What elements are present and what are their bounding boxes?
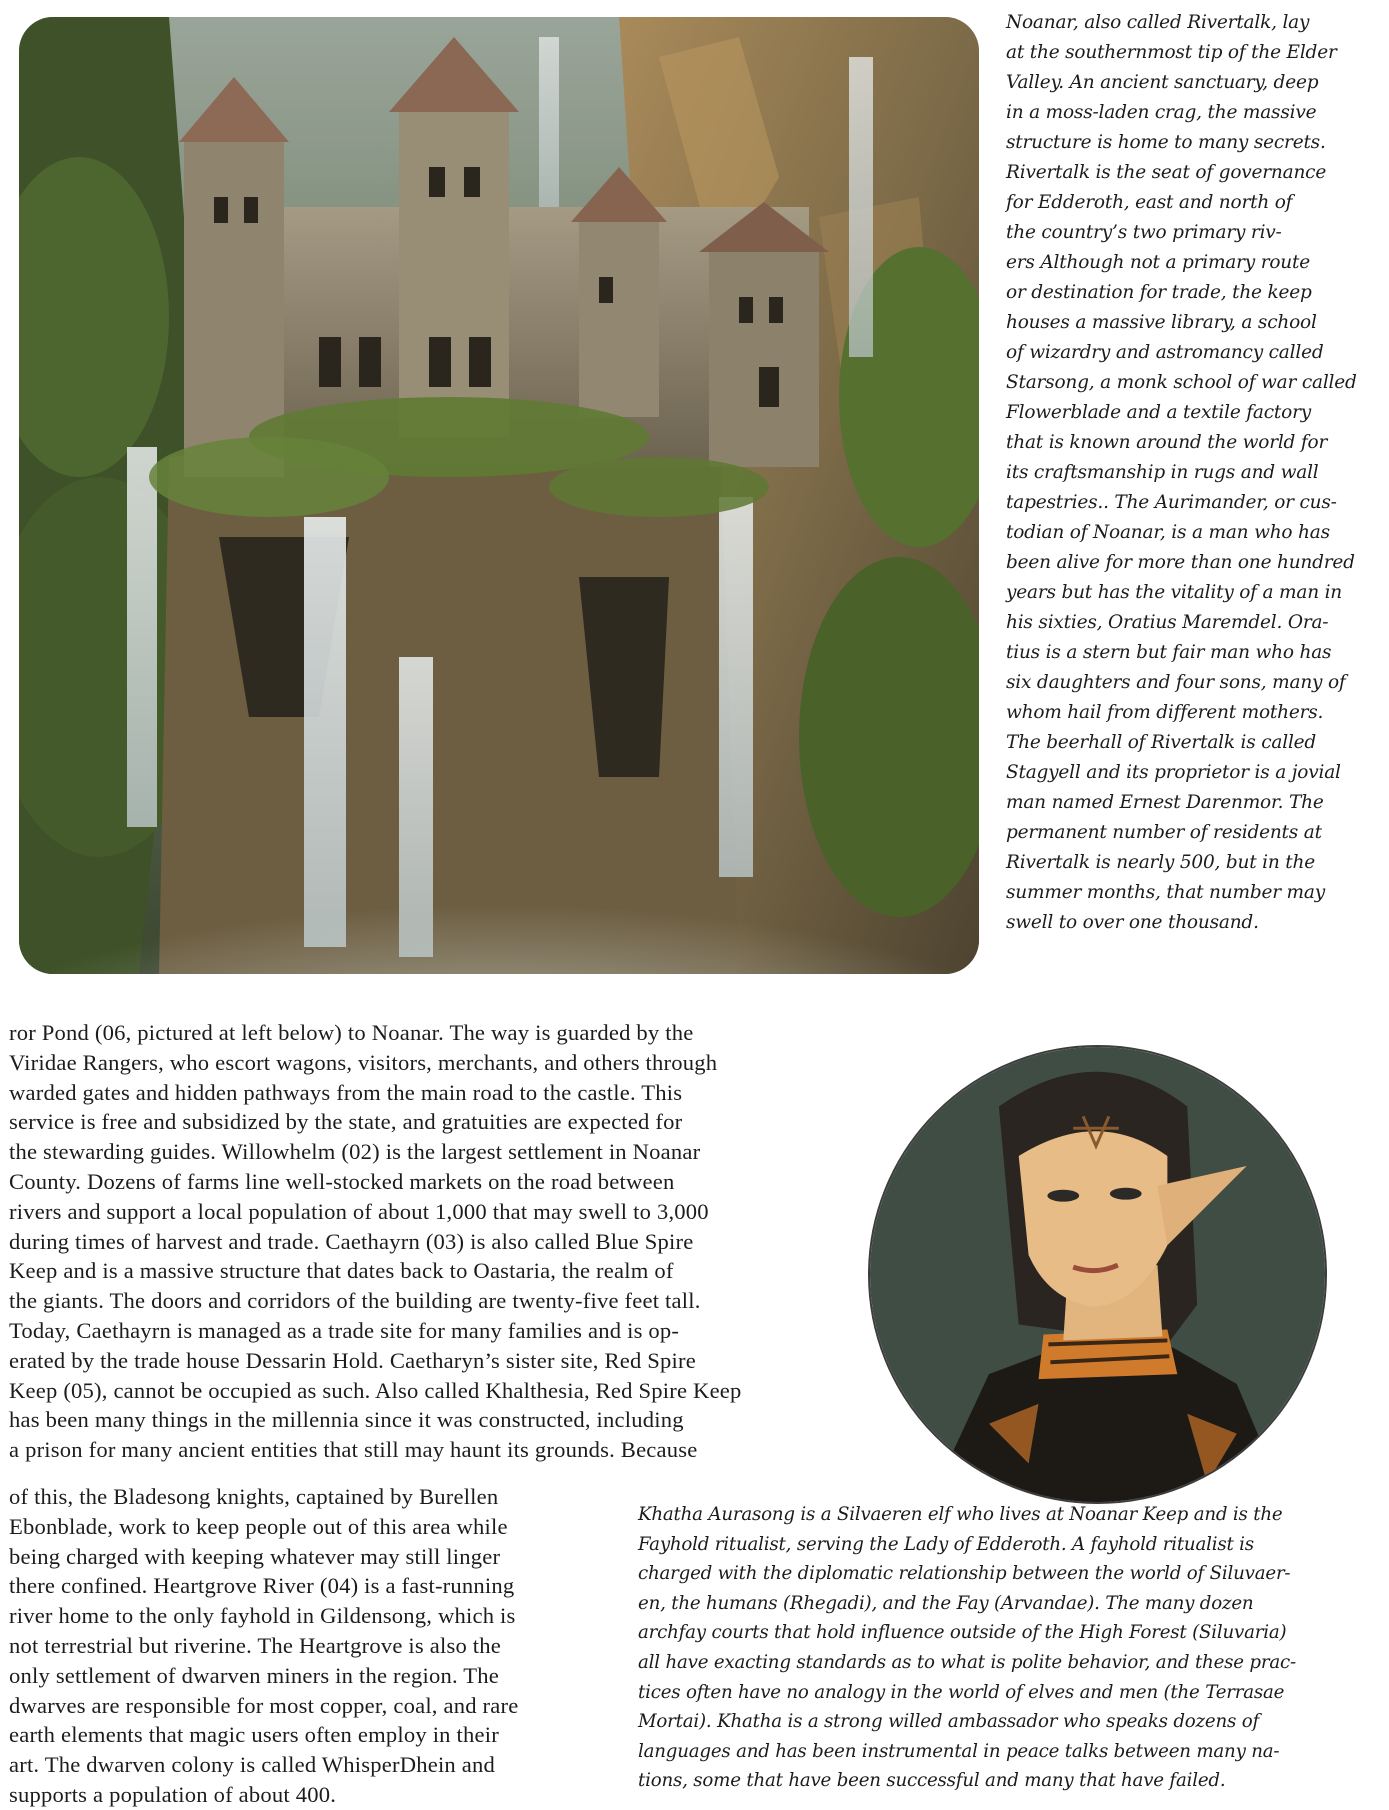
region-body-paragraph-bottom: of this, the Bladesong knights, captained by Burellen Ebonblade, work to keep people out of this area while being charged with keeping whatever may still linger there confined. Heartgrove River (04) is a fast-running river home to the only fayhold in Gildensong, which is not terrestrial but riverine. The Heartgrove is also the only settlement of dwarven miners in the region. The dwarves are responsible for most copper, coal, and rare earth elements that magic users often employ in their art. The dwarven colony is called WhisperDhein and supports a population of about 400.: [9, 1484, 519, 1807]
elf-portrait: [868, 1045, 1327, 1504]
region-body-paragraph-top: ror Pond (06, pictured at left below) to Noanar. The way is guarded by the Viridae Rangers, who escort wagons, visitors, merchants, and others through warded gates and hidden pathways from the main road to the castle. This service is free and subsidized by the state, and gratuities are expected for the stewarding guides. Willowhelm (02) is the largest settlement in Noanar County. Dozens of farms line well-stocked markets on the road between rivers and support a local population of about 1,000 that may swell to 3,000 during times of harvest and trade. Caethayrn (03) is also called Blue Spire Keep and is a massive structure that dates back to Oastaria, the realm of the giants. The doors and corridors of the building are twenty-five feet tall. Today, Caethayrn is managed as a trade site for many families and is op- erated by the trade house Dessarin Hold. Caetharyn’s sister site, Red Spire Keep (05), cannot be occupied as such. Also called Khalthesia, Red Spire Keep has been many things in the millennia since it was constructed, including a prison for many ancient entities that still may haunt its grounds. Because: [9, 1020, 742, 1463]
portrait-caption-paragraph: Khatha Aurasong is a Silvaeren elf who lives at Noanar Keep and is the Fayhold ritualist, serving the Lady of Edderoth. A fayhold ritualist is charged with the diplomatic relationship between the world of Siluvaer- en, the humans (Rhegadi), and the Fay (Arvandae). The many dozen archfay courts that hold influence outside of the High Forest (Siluvaria) all have exacting standards as to what is polite behavior, and these prac- tices often have no analogy in the world of elves and men (the Terrasae Mortai). Khatha is a strong willed ambassador who speaks dozens of languages and has been instrumental in peace talks between many na- tions, some that have been successful and many that have failed.: [638, 1504, 1296, 1792]
castle-illustration: [19, 17, 979, 974]
elf-portrait-graphic: [870, 1047, 1325, 1502]
castle-painting-graphic: [19, 17, 979, 974]
noanar-description-paragraph: Noanar, also called Rivertalk, lay at the southernmost tip of the Elder Valley. An ancient sanctuary, deep in a moss-laden crag, the massive structure is home to many secrets. Rivertalk is the seat of governance for Edderoth, east and north of the country’s two primary riv- ers Although not a primary route or destination for trade, the keep houses a massive library, a school of wizardry and astromancy called Starsong, a monk school of war called Flowerblade and a textile factory that is known around the world for its craftsmanship in rugs and wall tapestries.. The Aurimander, or cus- todian of Noanar, is a man who has been alive for more than one hundred years but has the vitality of a man in his sixties, Oratius Maremdel. Ora- tius is a stern but fair man who has six daughters and four sons, many of whom hail from different mothers. The beerhall of Rivertalk is called Stagyell and its proprietor is a jovial man named Ernest Darenmor. The permanent number of residents at Rivertalk is nearly 500, but in the summer months, that number may swell to over one thousand.: [1006, 12, 1357, 933]
